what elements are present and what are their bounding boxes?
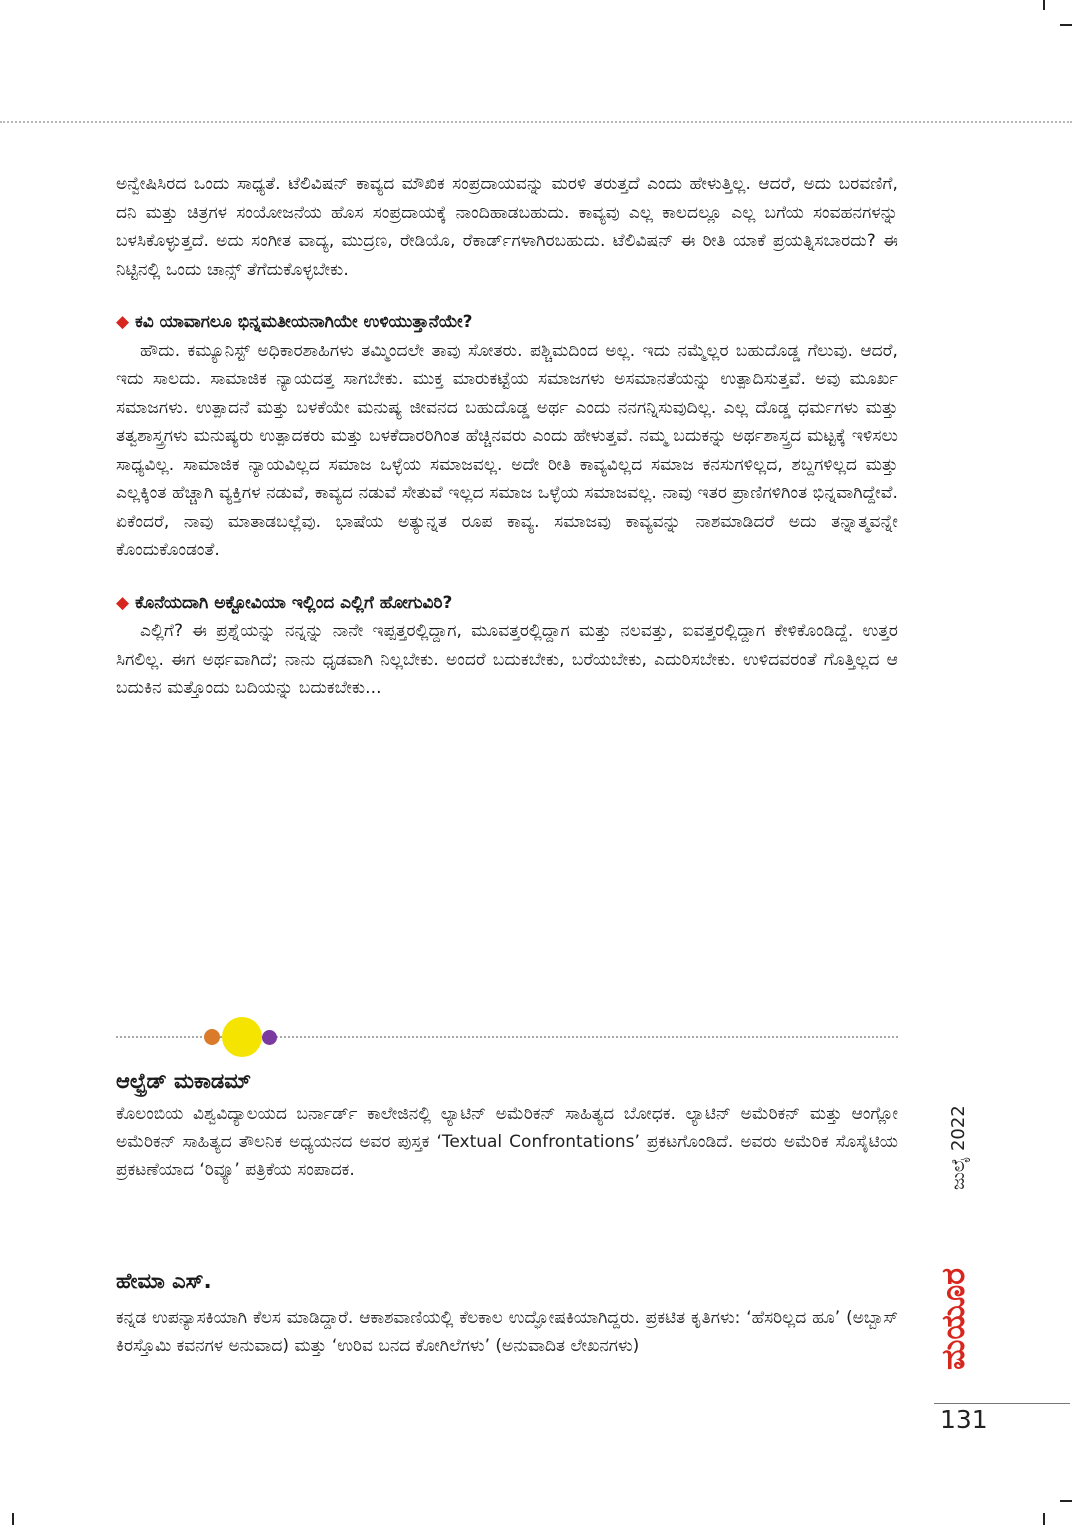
- yellow-dot-icon: [222, 1017, 262, 1057]
- question-2-text: ಕೊನೆಯದಾಗಿ ಅಕ್ಟೋವಿಯಾ ಇಲ್ಲಿಂದ ಎಲ್ಲಿಗೆ ಹೋಗುವಿರಿ?: [135, 592, 453, 613]
- crop-mark-top-right: [1060, 24, 1072, 26]
- crop-mark-bottom-right: [1060, 1500, 1072, 1502]
- bio-1: [116, 1066, 898, 1184]
- top-dotted-rule: [0, 121, 1072, 123]
- answer-1: ಹೌದು. ಕಮ್ಯೂನಿಸ್ಟ್ ಅಧಿಕಾರಶಾಹಿಗಳು ತಮ್ಮಿಂದಲೇ ತಾವು ಸೋತರು. ಪಶ್ಚಿಮದಿಂದ ಅಲ್ಲ. ಇದು ನಮ್ಮೆಲ್ಲರ ಬಹುದೊಡ್ಡ ಗೆಲುವು. ಆದರೆ, ಇದು ಸಾಲದು. ಸಾಮಾಜಿಕ ನ್ಯಾಯದತ್ತ ಸಾಗಬೇಕು. ಮುಕ್ತ ಮಾರುಕಟ್ಟೆಯ ಸಮಾಜಗಳು ಅಸಮಾನತೆಯನ್ನು ಉತ್ಪಾದಿಸುತ್ತವೆ. ಅವು ಮೂರ್ಖ ಸಮಾಜಗಳು. ಉತ್ಪಾದನೆ ಮತ್ತು ಬಳಕೆಯೇ ಮನುಷ್ಯ ಜೀವನದ ಬಹುದೊಡ್ಡ ಅರ್ಥ ಎಂದು ನನಗನ್ನಿಸುವುದಿಲ್ಲ. ಎಲ್ಲ ದೊಡ್ಡ ಧರ್ಮಗಳು ಮತ್ತು ತತ್ವಶಾಸ್ತ್ರಗಳು ಮನುಷ್ಯರು ಉತ್ಪಾದಕರು ಮತ್ತು ಬಳಕೆದಾರರಿಗಿಂತ ಹೆಚ್ಚಿನವರು ಎಂದು ಹೇಳುತ್ತವೆ. ನಮ್ಮ ಬದುಕನ್ನು ಅರ್ಥಶಾಸ್ತ್ರದ ಮಟ್ಟಕ್ಕೆ ಇಳಿಸಲು ಸಾಧ್ಯವಿಲ್ಲ. ಸಾಮಾಜಿಕ ನ್ಯಾಯವಿಲ್ಲದ ಸಮಾಜ ಒಳ್ಳೆಯ ಸಮಾಜವಲ್ಲ. ಅದೇ ರೀತಿ ಕಾವ್ಯವಿಲ್ಲದ ಸಮಾಜ ಕನಸುಗಳಿಲ್ಲದ, ಶಬ್ದಗಳಿಲ್ಲದ ಮತ್ತು ಎಲ್ಲಕ್ಕಿಂತ ಹೆಚ್ಚಾಗಿ ವ್ಯಕ್ತಿಗಳ ನಡುವೆ, ಕಾವ್ಯದ ನಡುವೆ ಸೇತುವೆ ಇಲ್ಲದ ಸಮಾಜ ಒಳ್ಳೆಯ ಸಮಾಜವಲ್ಲ. ನಾವು ಇತರ ಪ್ರಾಣಿಗಳಿಗಿಂತ ಭಿನ್ನವಾಗಿದ್ದೇವೆ. ಏಕೆಂದರೆ, ನಾವು ಮಾತಾಡಬಲ್ಲೆವು. ಭಾಷೆಯ ಅತ್ಯುನ್ನತ ರೂಪ ಕಾವ್ಯ. ಸಮಾಜವು ಕಾವ್ಯವನ್ನು ನಾಶಮಾಡಿದರೆ ಅದು ತನ್ನಾತ್ಮವನ್ನೇ ಕೊಂದುಕೊಂಡಂತೆ.: [116, 340, 898, 560]
- page-number: 131: [940, 1405, 988, 1434]
- page-number-rule: [934, 1403, 1070, 1404]
- bio-1-name: ಆಲ್ಫ್ರೆಡ್ ಮಕಾಡಮ್: [116, 1069, 252, 1093]
- purple-dot-icon: [262, 1030, 277, 1045]
- paragraph-intro: ಅನ್ವೇಷಿಸಿರದ ಒಂದು ಸಾಧ್ಯತೆ. ಟೆಲಿವಿಷನ್ ಕಾವ್ಯದ ಮೌಖಿಕ ಸಂಪ್ರದಾಯವನ್ನು ಮರಳಿ ತರುತ್ತದೆ ಎಂದು ಹೇಳುತ್ತಿಲ್ಲ. ಆದರೆ, ಅದು ಬರವಣಿಗೆ, ದನಿ ಮತ್ತು ಚಿತ್ರಗಳ ಸಂಯೋಜನೆಯ ಹೊಸ ಸಂಪ್ರದಾಯಕ್ಕೆ ನಾಂದಿಹಾಡಬಹುದು. ಕಾವ್ಯವು ಎಲ್ಲ ಕಾಲದಲ್ಲೂ ಎಲ್ಲ ಬಗೆಯ ಸಂವಹನಗಳನ್ನು ಬಳಸಿಕೊಳ್ಳುತ್ತದೆ. ಅದು ಸಂಗೀತ ವಾದ್ಯ, ಮುದ್ರಣ, ರೇಡಿಯೊ, ರೆಕಾರ್ಡ್‌ಗಳಾಗಿರಬಹುದು. ಟೆಲಿವಿಷನ್ ಈ ರೀತಿ ಯಾಕೆ ಪ್ರಯತ್ನಿಸಬಾರದು? ಈ ನಿಟ್ಟಿನಲ್ಲಿ ಒಂದು ಚಾನ್ಸ್ ತೆಗೆದುಕೊಳ್ಳಬೇಕು.: [116, 174, 898, 280]
- question-1: [116, 308, 898, 337]
- diamond-bullet-icon: ◆: [116, 312, 130, 332]
- diamond-bullet-icon: ◆: [116, 592, 130, 613]
- bio-2: [116, 1266, 898, 1360]
- orange-dot-icon: [204, 1029, 220, 1045]
- article-body: [116, 170, 898, 703]
- crop-mark-bottom: [1043, 1513, 1045, 1525]
- crop-mark-top: [1043, 0, 1045, 10]
- crop-mark-bottom-left: [12, 1513, 14, 1525]
- bio-2-text: ಕನ್ನಡ ಉಪನ್ಯಾಸಕಿಯಾಗಿ ಕೆಲಸ ಮಾಡಿದ್ದಾರೆ. ಆಕಾಶವಾಣಿಯಲ್ಲಿ ಕೆಲಕಾಲ ಉದ್ಘೋಷಕಿಯಾಗಿದ್ದರು. ಪ್ರಕಟಿತ ಕೃತಿಗಳು: ‘ಹೆಸರಿಲ್ಲದ ಹೂ’ (ಅಬ್ಬಾಸ್ ಕಿರಸ್ತೊಮಿ ಕವನಗಳ ಅನುವಾದ) ಮತ್ತು ‘ಉರಿವ ಬನದ ಕೋಗಿಲೆಗಳು’ (ಅನುವಾದಿತ ಲೇಖನಗಳು): [116, 1308, 898, 1356]
- question-2: [116, 589, 898, 618]
- answer-2: ಎಲ್ಲಿಗೆ? ಈ ಪ್ರಶ್ನೆಯನ್ನು ನನ್ನನ್ನು ನಾನೇ ಇಪ್ಪತ್ತರಲ್ಲಿದ್ದಾಗ, ಮೂವತ್ತರಲ್ಲಿದ್ದಾಗ ಮತ್ತು ನಲವತ್ತು, ಐವತ್ತರಲ್ಲಿದ್ದಾಗ ಕೇಳಿಕೊಂಡಿದ್ದೆ. ಉತ್ತರ ಸಿಗಲಿಲ್ಲ. ಈಗ ಅರ್ಥವಾಗಿದೆ; ನಾನು ಧೃಡವಾಗಿ ನಿಲ್ಲಬೇಕು. ಅಂದರೆ ಬದುಕಬೇಕು, ಬರೆಯಬೇಕು, ಎದುರಿಸಬೇಕು. ಉಳಿದವರಂತೆ ಗೊತ್ತಿಲ್ಲದ ಆ ಬದುಕಿನ ಮತ್ತೊಂದು ಬದಿಯನ್ನು ಬದುಕಬೇಕು...: [116, 621, 898, 698]
- question-1-text: ಕವಿ ಯಾವಾಗಲೂ ಭಿನ್ನಮತೀಯನಾಗಿಯೇ ಉಳಿಯುತ್ತಾನೆಯೇ?: [135, 312, 473, 332]
- magazine-logo: ಮಯೂರ: [934, 1267, 972, 1370]
- issue-date: ಜುಲೈ 2022: [948, 1105, 969, 1190]
- bio-2-name: ಹೇಮಾ ಎಸ್.: [116, 1269, 212, 1293]
- bio-1-text: ಕೊಲಂಬಿಯ ವಿಶ್ವವಿದ್ಯಾಲಯದ ಬರ್ನಾರ್ಡ್ ಕಾಲೇಜಿನಲ್ಲಿ ಲ್ಯಾಟಿನ್ ಅಮೆರಿಕನ್ ಸಾಹಿತ್ಯದ ಬೋಧಕ. ಲ್ಯಾಟಿನ್ ಅಮೆರಿಕನ್ ಮತ್ತು ಆಂಗ್ಲೋ ಅಮೆರಿಕನ್ ಸಾಹಿತ್ಯದ ತೌಲನಿಕ ಅಧ್ಯಯನದ ಅವರ ಪುಸ್ತಕ ‘Textual Confrontations’ ಪ್ರಕಟಗೊಂಡಿದೆ. ಅವರು ಅಮೆರಿಕ ಸೊಸೈಟಿಯ ಪ್ರಕಟಣೆಯಾದ ‘ರಿವ್ಯೂ’ ಪತ್ರಿಕೆಯ ಸಂಪಾದಕ.: [116, 1104, 898, 1180]
